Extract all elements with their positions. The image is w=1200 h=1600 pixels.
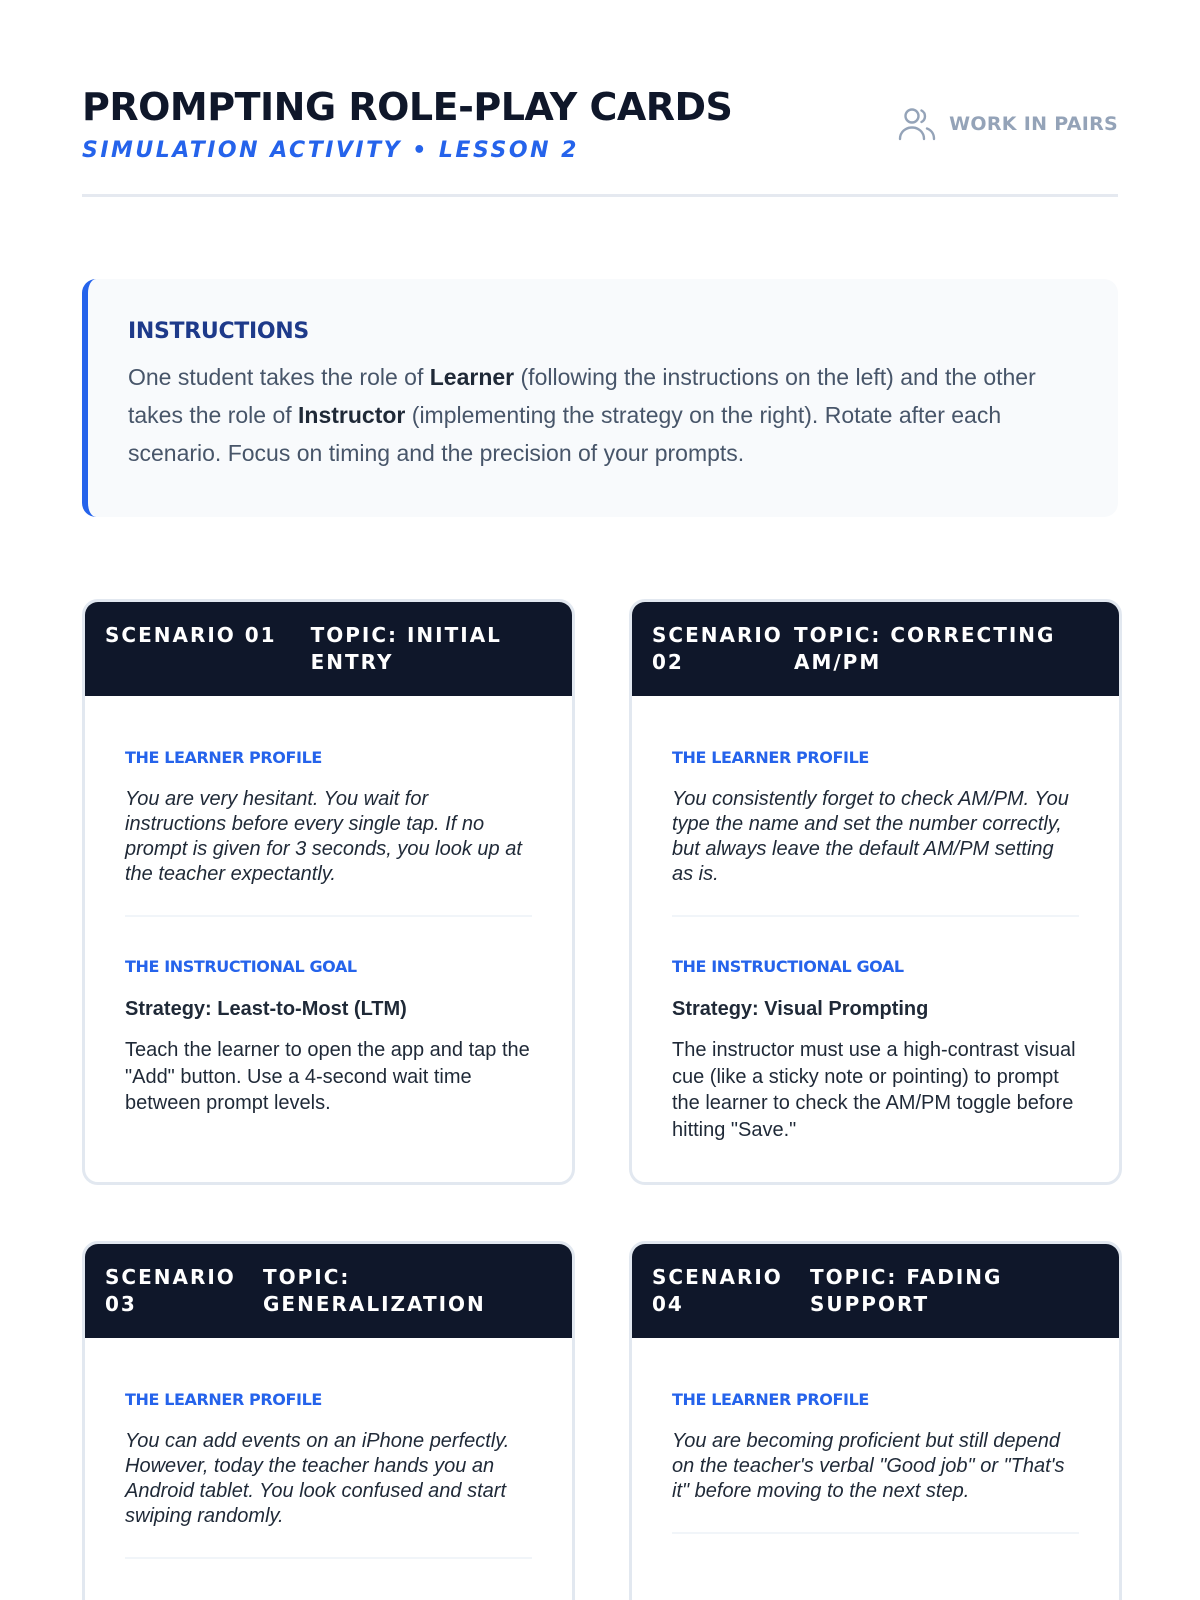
work-in-pairs-badge <box>897 104 1118 144</box>
scenario-card-header <box>632 1244 1119 1338</box>
scenario-card-body <box>85 1338 572 1589</box>
learner-profile-text: You are very hesitant. You wait for instructions before every single tap. If no prompt is given for 3 seconds, you look up at the teacher expectantly. <box>125 787 532 917</box>
instructions-panel <box>82 279 1118 517</box>
scenario-card-header <box>632 602 1119 696</box>
scenario-topic: TOPIC: FADING SUPPORT <box>810 1265 1003 1316</box>
page-header <box>82 82 1118 197</box>
scenario-topic: TOPIC: GENERALIZATION <box>263 1265 486 1316</box>
scenario-card-body <box>85 696 572 1147</box>
scenario-card-body <box>632 696 1119 1173</box>
learner-profile-label: THE LEARNER PROFILE <box>125 1390 322 1409</box>
learner-profile-text: You are becoming proficient but still depend on the teacher's verbal "Good job" or "That's it" before moving to the next step. <box>672 1429 1079 1534</box>
strategy-title: Strategy: Least-to-Most (LTM) <box>125 998 407 1020</box>
page-subtitle: SIMULATION ACTIVITY • LESSON 2 <box>82 138 579 163</box>
learner-role: Learner <box>429 364 515 390</box>
work-in-pairs-label: WORK IN PAIRS <box>949 113 1118 135</box>
instructor-role: Instructor <box>298 402 406 428</box>
learner-profile-text: You consistently forget to check AM/PM. You type the name and set the number correctly, but always leave the default AM/PM setting as is. <box>672 787 1079 917</box>
instructions-heading: INSTRUCTIONS <box>128 319 309 344</box>
scenario-card-04 <box>629 1241 1122 1600</box>
learner-profile-text: You can add events on an iPhone perfectly. However, today the teacher hands you an Android tablet. You look confused and start swiping randomly. <box>125 1429 532 1559</box>
learner-profile-label: THE LEARNER PROFILE <box>672 1390 869 1409</box>
instructions-text-part-3: (implementing the strategy on the right). Rotate after each scenario. Focus on timing and the precision of your prompts. <box>128 402 1002 466</box>
scenario-card-02 <box>629 599 1122 1185</box>
instructional-goal-label: THE INSTRUCTIONAL GOAL <box>125 957 357 976</box>
scenario-card-header <box>85 1244 572 1338</box>
scenario-card-body <box>632 1338 1119 1564</box>
scenario-card-01 <box>82 599 575 1185</box>
scenario-card-03 <box>82 1241 575 1600</box>
instructional-goal-label: THE INSTRUCTIONAL GOAL <box>672 957 904 976</box>
scenario-number: SCENARIO 02 <box>652 623 783 674</box>
instructional-goal-text: The instructor must use a high-contrast visual cue (like a sticky note or pointing) to prompt the learner to check the AM/PM toggle before hitting "Save." <box>672 1039 1076 1141</box>
users-icon <box>897 104 937 144</box>
scenario-topic: TOPIC: INITIAL ENTRY <box>310 623 502 674</box>
instructional-goal-text: Teach the learner to open the app and tap the "Add" button. Use a 4-second wait time between prompt levels. <box>125 1039 530 1114</box>
page-title: PROMPTING ROLE-PLAY CARDS <box>82 85 733 129</box>
instructions-text <box>128 358 1078 472</box>
scenario-number: SCENARIO 01 <box>105 623 277 647</box>
scenario-number: SCENARIO 04 <box>652 1265 783 1316</box>
scenario-number: SCENARIO 03 <box>105 1265 236 1316</box>
scenario-card-header <box>85 602 572 696</box>
learner-profile-label: THE LEARNER PROFILE <box>672 748 869 767</box>
scenario-topic: TOPIC: CORRECTING AM/PM <box>794 623 1056 674</box>
learner-profile-label: THE LEARNER PROFILE <box>125 748 322 767</box>
strategy-title: Strategy: Visual Prompting <box>672 998 929 1020</box>
instructions-text-part-2: (following the instructions on the left) and the other takes the role of <box>128 364 1036 428</box>
instructions-text-part-1: One student takes the role of <box>128 364 430 390</box>
